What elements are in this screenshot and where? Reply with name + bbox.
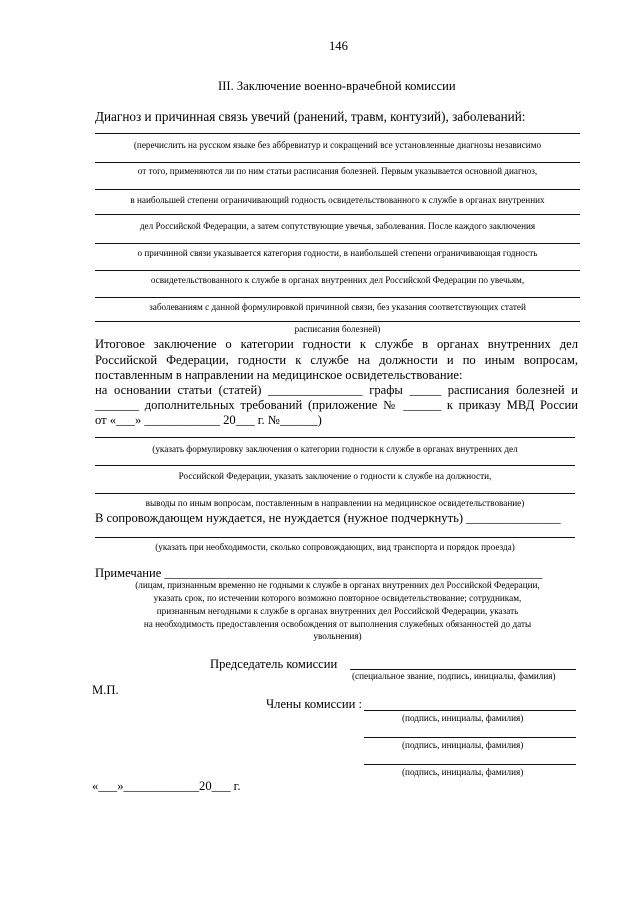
- diagnosis-fill-line[interactable]: [95, 270, 580, 271]
- diagnosis-fill-line[interactable]: [95, 297, 580, 298]
- final-conclusion-line: _______ дополнительных требований (приложение № ______ к приказу МВД России: [95, 398, 578, 412]
- diagnosis-instruction-line: освидетельствованного к службе в органах внутренних дел Российской Федерации по увечьям,: [150, 275, 525, 285]
- diagnosis-fill-line[interactable]: [95, 189, 580, 190]
- escort-instruction: (указать при необходимости, сколько сопровождающих, вид транспорта и порядок проезда): [155, 542, 515, 552]
- note-instruction-line: признанным негодными к службе в органах внутренних дел Российской Федерации, указать: [156, 606, 519, 616]
- member-signature-instruction: (подпись, инициалы, фамилия): [402, 713, 524, 723]
- final-conclusion-line: на основании статьи (статей) _______________ графы _____ расписания болезней и: [95, 383, 578, 397]
- note-label: Примечание ____________________________________________________________: [95, 566, 543, 580]
- note-instruction-line: указать срок, по истечении которого возможно повторное освидетельствование; сотрудникам,: [153, 593, 522, 603]
- diagnosis-fill-line[interactable]: [95, 162, 580, 163]
- date-line: «___»____________20___ г.: [92, 779, 241, 793]
- member-signature-line[interactable]: [364, 710, 576, 711]
- diagnosis-instruction-line: (перечислить на русском языке без аббревиатур и сокращений все установленные диагнозы независимо: [133, 140, 542, 150]
- conclusion-instruction-line: выводы по иным вопросам, поставленным в направлении на медицинское освидетельствование): [145, 498, 525, 508]
- escort-text: В сопровождающем нуждается, не нуждается (нужное подчеркнуть) _______________: [95, 511, 561, 525]
- diagnosis-fill-line[interactable]: [95, 243, 580, 244]
- member-signature-instruction: (подпись, инициалы, фамилия): [402, 767, 524, 777]
- diagnosis-fill-line[interactable]: [95, 321, 580, 322]
- note-instruction-line: на необходимость предоставления освобождения от выполнения служебных обязанностей до даты: [143, 619, 532, 629]
- conclusion-fill-line[interactable]: [95, 437, 575, 438]
- diagnosis-instruction-line: дел Российской Федерации, а затем сопутствующие увечья, заболевания. После каждого заключения: [139, 221, 536, 231]
- page-number: 146: [329, 39, 348, 53]
- section-title: III. Заключение военно-врачебной комиссии: [218, 79, 456, 93]
- diagnosis-instruction-line: заболеваниям с данной формулировкой причинной связи, без указания соответствующих статей: [149, 302, 526, 312]
- conclusion-instruction-line: Российской Федерации, указать заключение о годности к службе на должности,: [178, 471, 492, 481]
- diagnosis-heading: Диагноз и причинная связь увечий (ранений, травм, контузий), заболеваний:: [95, 109, 526, 124]
- note-instruction-line: увольнения): [313, 631, 362, 641]
- conclusion-fill-line[interactable]: [95, 493, 575, 494]
- conclusion-fill-line[interactable]: [95, 465, 575, 466]
- chairman-signature-line[interactable]: [350, 669, 576, 670]
- chairman-label: Председатель комиссии: [210, 657, 338, 671]
- diagnosis-instruction-line: о причинной связи указывается категория годности, в наибольшей степени ограничивающая годность: [137, 248, 538, 258]
- member-signature-line[interactable]: [364, 737, 576, 738]
- diagnosis-instruction-line: расписания болезней): [294, 324, 381, 334]
- members-label: Члены комиссии :: [266, 697, 362, 711]
- final-conclusion-line: от «___» ____________ 20___ г. №______): [95, 413, 322, 427]
- member-signature-line[interactable]: [364, 764, 576, 765]
- final-conclusion-line: Итоговое заключение о категории годности к службе в органах внутренних дел: [95, 337, 578, 351]
- note-instruction-line: (лицам, признанным временно не годными к службе в органах внутренних дел Российской Федерации,: [135, 580, 540, 590]
- member-signature-instruction: (подпись, инициалы, фамилия): [402, 740, 524, 750]
- diagnosis-instruction-line: от того, применяются ли по ним статьи расписания болезней. Первым указывается основной диагноз,: [137, 166, 538, 176]
- diagnosis-fill-line[interactable]: [95, 133, 580, 134]
- conclusion-instruction-line: (указать формулировку заключения о категории годности к службе в органах внутренних дел: [152, 444, 518, 454]
- final-conclusion-line: поставленным в направлении на медицинское освидетельствование:: [95, 368, 463, 382]
- final-conclusion-line: Российской Федерации, годности к службе на должности и по иным вопросам,: [95, 353, 578, 367]
- chairman-instruction: (специальное звание, подпись, инициалы, фамилия): [352, 671, 556, 681]
- escort-fill-line[interactable]: [95, 537, 575, 538]
- diagnosis-fill-line[interactable]: [95, 214, 580, 215]
- diagnosis-instruction-line: в наибольшей степени ограничивающий годность освидетельствованного к службе в органах внутренних: [130, 195, 545, 205]
- stamp-placeholder: М.П.: [92, 683, 119, 697]
